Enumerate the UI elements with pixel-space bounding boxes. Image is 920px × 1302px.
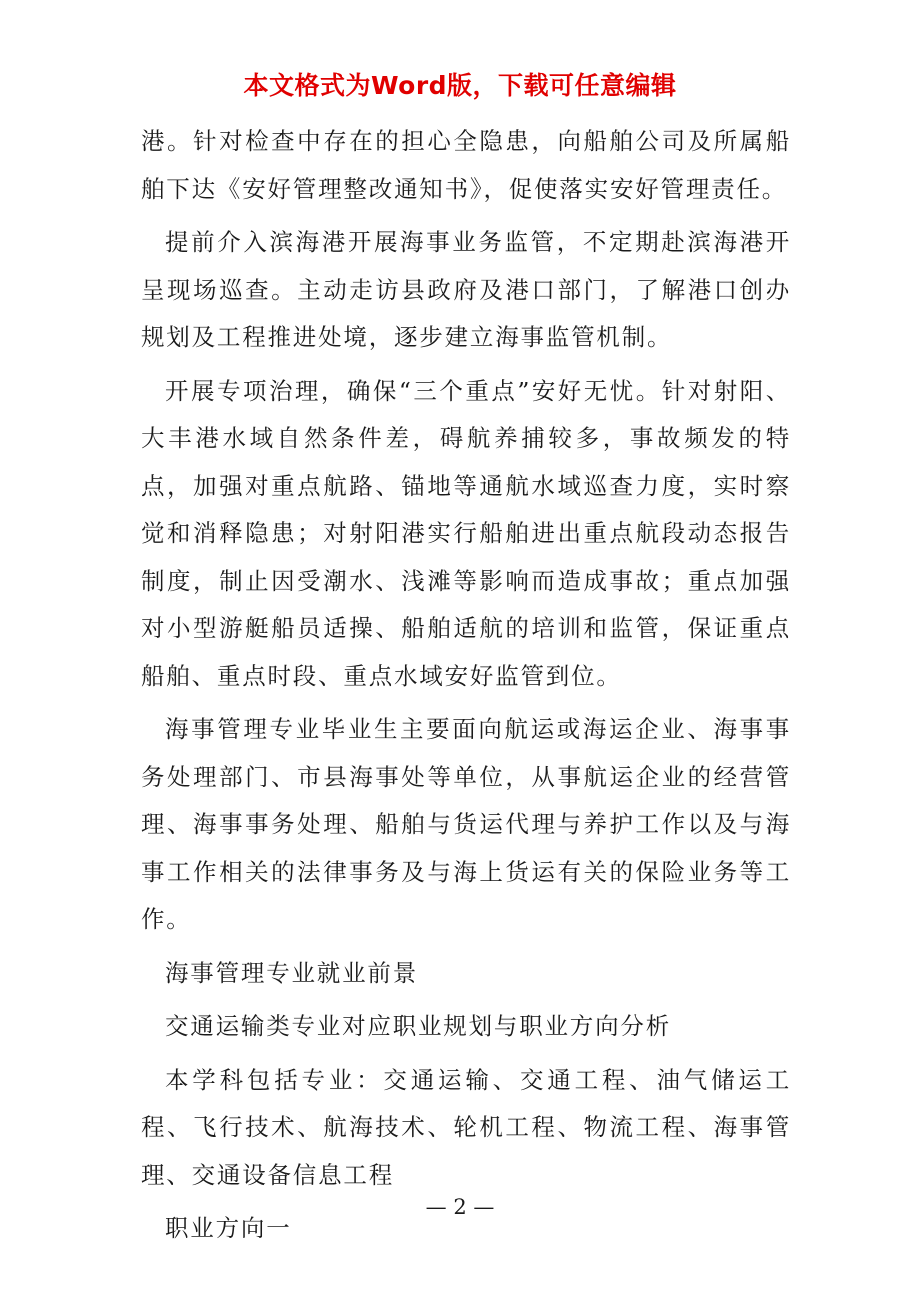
paragraph-4: 海事管理专业毕业生主要面向航运或海运企业、海事事务处理部门、市县海事处等单位，从事航运企业的经营管理、海事事务处理、船舶与货运代理与养护工作以及与海事工作相关的法律事务及与海上货运有关的保险业务等工作。: [141, 715, 791, 933]
paragraph-3: 开展专项治理，确保“三个重点”安好无忧。针对射阳、大丰港水域自然条件差，碍航养捕较多，事故频发的特点，加强对重点航路、锚地等通航水域巡查力度，实时察觉和消释隐患；对射阳港实行船舶进出重点航段动态报告制度，制止因受潮水、浅滩等影响而造成事故；重点加强对小型游艇船员适操、船舶适航的培训和监管，保证重点船舶、重点时段、重点水域安好监管到位。: [141, 376, 791, 690]
page-number: — 2 —: [425, 1195, 495, 1219]
document-body: [141, 118, 791, 1259]
document-header-title: 本文格式为Word版，下载可任意编辑: [243, 71, 677, 100]
section-heading-employment-prospects: 海事管理专业就业前景: [165, 958, 418, 987]
paragraph-majors-list: 本学科包括专业：交通运输、交通工程、油气储运工程、飞行技术、航海技术、轮机工程、物流工程、海事管理、交通设备信息工程: [141, 1065, 791, 1189]
paragraph-2: 提前介入滨海港开展海事业务监管，不定期赴滨海港开呈现场巡查。主动走访县政府及港口部门，了解港口创办规划及工程推进处境，逐步建立海事监管机制。: [141, 228, 791, 351]
paragraph-1: 港。针对检查中存在的担心全隐患，向船舶公司及所属船舶下达《安好管理整改通知书》，促使落实安好管理责任。: [141, 127, 791, 203]
section-heading-career-direction-one: 职业方向一: [165, 1214, 292, 1242]
section-heading-career-analysis: 交通运输类专业对应职业规划与职业方向分析: [165, 1012, 671, 1040]
